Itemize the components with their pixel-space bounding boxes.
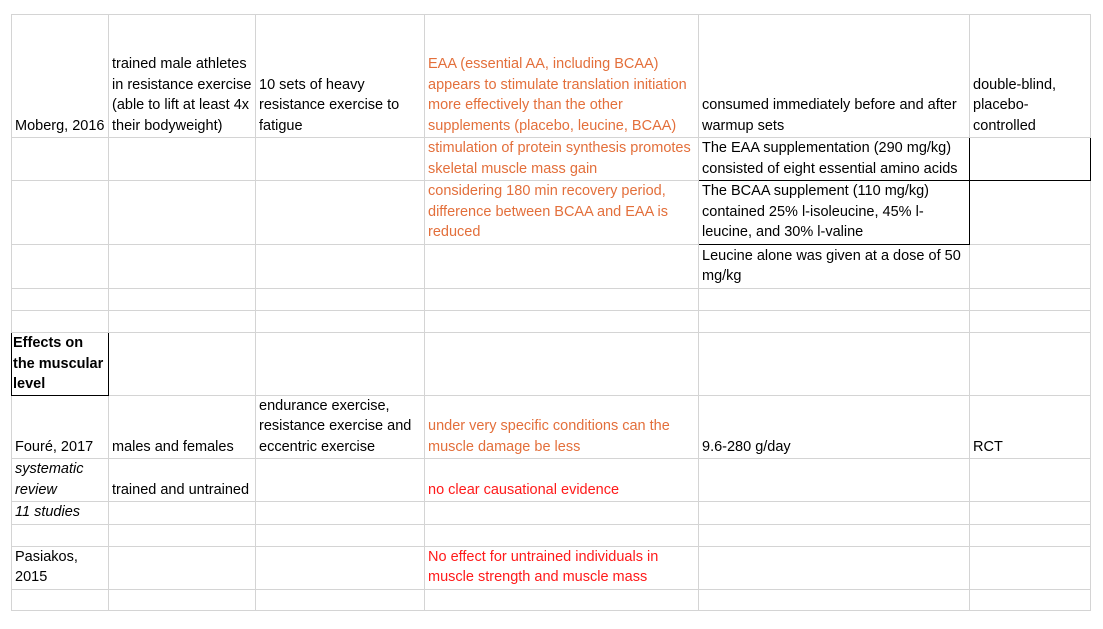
exercise-cell[interactable]: endurance exercise, resistance exercise and eccentric exercise [256,395,425,459]
empty-cell[interactable] [970,332,1091,395]
section-title[interactable]: Effects on the muscular level [12,332,109,395]
table-row [12,310,1091,332]
empty-cell[interactable] [970,288,1091,310]
empty-cell[interactable] [425,332,699,395]
empty-cell[interactable] [12,244,109,288]
empty-cell[interactable] [256,288,425,310]
empty-cell[interactable] [256,459,425,502]
table-row [12,589,1091,610]
empty-cell[interactable] [425,310,699,332]
empty-cell[interactable] [970,181,1091,245]
empty-cell[interactable] [256,181,425,245]
empty-cell[interactable] [425,288,699,310]
dose-cell[interactable]: 9.6-280 g/day [699,395,970,459]
empty-cell[interactable] [425,502,699,525]
empty-cell[interactable] [970,546,1091,589]
empty-cell[interactable] [12,589,109,610]
empty-cell[interactable] [970,138,1091,181]
empty-cell[interactable] [109,181,256,245]
empty-cell[interactable] [109,502,256,525]
empty-cell[interactable] [12,288,109,310]
empty-cell[interactable] [970,310,1091,332]
study-cell[interactable]: Pasiakos, 2015 [12,546,109,589]
table-row [12,244,1091,288]
finding-cell[interactable]: No effect for untrained individuals in muscle strength and muscle mass [425,546,699,589]
empty-cell[interactable] [970,589,1091,610]
empty-cell[interactable] [699,288,970,310]
empty-cell[interactable] [256,524,425,546]
table-row [12,524,1091,546]
dose-cell[interactable]: The BCAA supplement (110 mg/kg) contained 25% l-isoleucine, 45% l-leucine, and 30% l-valine [699,181,970,245]
empty-cell[interactable] [970,459,1091,502]
empty-cell[interactable] [699,546,970,589]
empty-cell[interactable] [12,524,109,546]
empty-cell[interactable] [256,244,425,288]
empty-cell[interactable] [699,310,970,332]
empty-cell[interactable] [970,502,1091,525]
empty-cell[interactable] [699,589,970,610]
empty-cell[interactable] [425,244,699,288]
empty-cell[interactable] [970,524,1091,546]
empty-cell[interactable] [256,546,425,589]
empty-cell[interactable] [109,332,256,395]
table-row [12,546,1091,589]
empty-cell[interactable] [699,524,970,546]
table-row [12,288,1091,310]
table-row [12,181,1091,245]
study-type-cell[interactable]: systematic review [12,459,109,502]
empty-cell[interactable] [109,244,256,288]
subjects-cell[interactable]: trained and untrained [109,459,256,502]
study-cell[interactable]: Fouré, 2017 [12,395,109,459]
dose-cell[interactable]: The EAA supplementation (290 mg/kg) consisted of eight essential amino acids [699,138,970,181]
dose-cell[interactable]: Leucine alone was given at a dose of 50 mg/kg [699,244,970,288]
table-row [12,138,1091,181]
finding-cell[interactable]: considering 180 min recovery period, difference between BCAA and EAA is reduced [425,181,699,245]
empty-cell[interactable] [425,589,699,610]
empty-cell[interactable] [256,138,425,181]
finding-cell[interactable]: no clear causational evidence [425,459,699,502]
finding-cell[interactable]: stimulation of protein synthesis promotes skeletal muscle mass gain [425,138,699,181]
empty-cell[interactable] [256,310,425,332]
empty-cell[interactable] [699,502,970,525]
subjects-cell[interactable]: trained male athletes in resistance exercise (able to lift at least 4x their bodyweight) [109,15,256,138]
empty-cell[interactable] [256,589,425,610]
table-row [12,502,1091,525]
empty-cell[interactable] [970,244,1091,288]
study-table [11,14,1091,611]
empty-cell[interactable] [12,181,109,245]
empty-cell[interactable] [699,459,970,502]
finding-cell[interactable]: under very specific conditions can the muscle damage be less [425,395,699,459]
table-row [12,459,1091,502]
dose-cell[interactable]: consumed immediately before and after warmup sets [699,15,970,138]
design-cell[interactable]: double-blind, placebo-controlled [970,15,1091,138]
empty-cell[interactable] [109,288,256,310]
empty-cell[interactable] [12,310,109,332]
empty-cell[interactable] [109,589,256,610]
empty-cell[interactable] [256,502,425,525]
exercise-cell[interactable]: 10 sets of heavy resistance exercise to fatigue [256,15,425,138]
empty-cell[interactable] [699,332,970,395]
empty-cell[interactable] [425,524,699,546]
study-count-cell[interactable]: 11 studies [12,502,109,525]
study-cell[interactable]: Moberg, 2016 [12,15,109,138]
empty-cell[interactable] [109,310,256,332]
finding-cell[interactable]: EAA (essential AA, including BCAA) appears to stimulate translation initiation more effectively than the other supplements (placebo, leucine, BCAA) [425,15,699,138]
subjects-cell[interactable]: males and females [109,395,256,459]
empty-cell[interactable] [109,138,256,181]
empty-cell[interactable] [12,138,109,181]
empty-cell[interactable] [109,524,256,546]
empty-cell[interactable] [109,546,256,589]
table-row [12,15,1091,138]
design-cell[interactable]: RCT [970,395,1091,459]
table-row [12,332,1091,395]
table-row [12,395,1091,459]
empty-cell[interactable] [256,332,425,395]
